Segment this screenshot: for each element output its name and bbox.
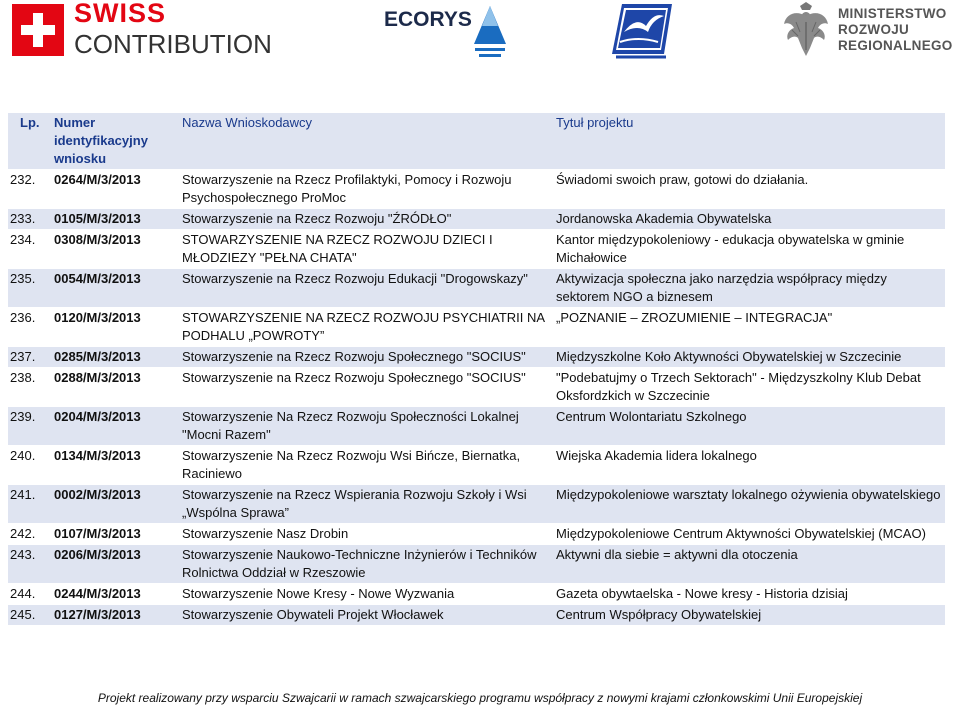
row-lp: 238. bbox=[10, 370, 36, 385]
row-lp: 241. bbox=[10, 487, 36, 502]
row-project-title: Kantor międzypokoleniowy - edukacja obywatelska w gminie Michałowice bbox=[556, 232, 905, 265]
table-row bbox=[8, 170, 945, 209]
row-lp: 234. bbox=[10, 232, 36, 247]
table-row bbox=[8, 605, 945, 626]
row-project-title: Centrum Wolontariatu Szkolnego bbox=[556, 409, 747, 424]
ecorys-logo-text: ECORYS bbox=[384, 8, 472, 31]
seagull-emblem-icon bbox=[608, 2, 678, 60]
footer-note: Projekt realizowany przy wsparciu Szwajcarii w ramach szwajcarskiego programu współpracy z nowymi krajami członkowskimi Unii Europejskiej bbox=[97, 691, 863, 705]
header-logos bbox=[0, 0, 960, 70]
row-applicant-name: Stowarzyszenie na Rzecz Wspierania Rozwoju Szkoły i Wsi „Wspólna Sprawa” bbox=[182, 487, 527, 520]
row-project-title: Międzypokoleniowe Centrum Aktywności Obywatelskiej (MCAO) bbox=[556, 526, 926, 541]
row-project-title: Aktywizacja społeczna jako narzędzia współpracy między sektorem NGO a biznesem bbox=[556, 271, 887, 304]
table-header-row bbox=[8, 113, 945, 170]
ecorys-triangle-icon bbox=[472, 4, 508, 60]
ministry-line1: MINISTERSTWO bbox=[838, 6, 947, 21]
row-applicant-name: Stowarzyszenie na Rzecz Rozwoju Społecznego "SOCIUS" bbox=[182, 370, 526, 385]
row-number: 0308/M/3/2013 bbox=[54, 232, 141, 247]
row-project-title: "Podebatujmy o Trzech Sektorach" - Międzyszkolny Klub Debat Oksfordzkich w Szczecinie bbox=[556, 370, 921, 403]
row-project-title: Jordanowska Akademia Obywatelska bbox=[556, 211, 772, 226]
row-number: 0134/M/3/2013 bbox=[54, 448, 141, 463]
row-lp: 244. bbox=[10, 586, 36, 601]
table-row bbox=[8, 545, 945, 584]
row-lp: 239. bbox=[10, 409, 36, 424]
row-project-title: Aktywni dla siebie = aktywni dla otoczenia bbox=[556, 547, 798, 562]
row-project-title: „POZNANIE – ZROZUMIENIE – INTEGRACJA" bbox=[556, 310, 833, 325]
header-lp: Lp. bbox=[20, 115, 40, 130]
swiss-flag-icon bbox=[12, 4, 64, 56]
row-number: 0107/M/3/2013 bbox=[54, 526, 141, 541]
row-project-title: Centrum Współpracy Obywatelskiej bbox=[556, 607, 762, 622]
row-applicant-name: STOWARZYSZENIE NA RZECZ ROZWOJU DZIECI I MŁODZIEZY "PEŁNA CHATA" bbox=[182, 232, 493, 265]
row-applicant-name: Stowarzyszenie Na Rzecz Rozwoju Społeczności Lokalnej "Mocni Razem" bbox=[182, 409, 519, 442]
swiss-contribution-logo bbox=[10, 2, 280, 58]
row-number: 0002/M/3/2013 bbox=[54, 487, 141, 502]
row-number: 0127/M/3/2013 bbox=[54, 607, 141, 622]
table-row bbox=[8, 347, 945, 368]
row-project-title: Wiejska Akademia lidera lokalnego bbox=[556, 448, 757, 463]
row-project-title: Gazeta obywtaelska - Nowe kresy - Historia dzisiaj bbox=[556, 586, 848, 601]
row-number: 0206/M/3/2013 bbox=[54, 547, 141, 562]
table-row bbox=[8, 407, 945, 446]
table-row bbox=[8, 485, 945, 524]
row-applicant-name: Stowarzyszenie na Rzecz Profilaktyki, Pomocy i Rozwoju Psychospołecznego ProMoc bbox=[182, 172, 512, 205]
header-number: Numer identyfikacyjny wniosku bbox=[54, 115, 148, 166]
table-row bbox=[8, 308, 945, 347]
row-lp: 245. bbox=[10, 607, 36, 622]
row-lp: 233. bbox=[10, 211, 36, 226]
row-applicant-name: STOWARZYSZENIE NA RZECZ ROZWOJU PSYCHIATRII NA PODHALU „POWROTY” bbox=[182, 310, 545, 343]
row-applicant-name: Stowarzyszenie Na Rzecz Rozwoju Wsi Bińcze, Biernatka, Raciniewo bbox=[182, 448, 521, 481]
table-row bbox=[8, 230, 945, 269]
projects-table bbox=[8, 113, 945, 626]
ministerstwo-logo bbox=[782, 2, 960, 60]
row-lp: 235. bbox=[10, 271, 36, 286]
eagle-emblem-icon bbox=[782, 2, 830, 58]
table-row bbox=[8, 269, 945, 308]
row-lp: 236. bbox=[10, 310, 36, 325]
swiss-logo-line2: CONTRIBUTION bbox=[74, 29, 272, 59]
row-applicant-name: Stowarzyszenie Naukowo-Techniczne Inżynierów i Techników Rolnictwa Oddział w Rzeszowie bbox=[182, 547, 537, 580]
row-applicant-name: Stowarzyszenie na Rzecz Rozwoju Edukacji "Drogowskazy" bbox=[182, 271, 528, 286]
table-row bbox=[8, 368, 945, 407]
ministry-line2: ROZWOJU bbox=[838, 22, 910, 37]
table-row bbox=[8, 446, 945, 485]
row-applicant-name: Stowarzyszenie na Rzecz Rozwoju Społecznego "SOCIUS" bbox=[182, 349, 526, 364]
row-project-title: Świadomi swoich praw, gotowi do działania. bbox=[556, 172, 809, 187]
row-number: 0054/M/3/2013 bbox=[54, 271, 141, 286]
row-number: 0204/M/3/2013 bbox=[54, 409, 141, 424]
row-lp: 243. bbox=[10, 547, 36, 562]
table-row bbox=[8, 524, 945, 545]
row-number: 0120/M/3/2013 bbox=[54, 310, 141, 325]
row-number: 0244/M/3/2013 bbox=[54, 586, 141, 601]
table-row bbox=[8, 584, 945, 605]
row-applicant-name: Stowarzyszenie na Rzecz Rozwoju "ŹRÓDŁO" bbox=[182, 211, 452, 226]
row-project-title: Międzyszkolne Koło Aktywności Obywatelskiej w Szczecinie bbox=[556, 349, 902, 364]
header-title: Tytuł projektu bbox=[556, 115, 634, 130]
row-number: 0105/M/3/2013 bbox=[54, 211, 141, 226]
row-lp: 232. bbox=[10, 172, 36, 187]
table-row bbox=[8, 209, 945, 230]
row-lp: 242. bbox=[10, 526, 36, 541]
row-applicant-name: Stowarzyszenie Nowe Kresy - Nowe Wyzwania bbox=[182, 586, 455, 601]
euroregion-baltyk-logo bbox=[608, 2, 678, 60]
row-lp: 240. bbox=[10, 448, 36, 463]
header-name: Nazwa Wnioskodawcy bbox=[182, 115, 313, 130]
row-applicant-name: Stowarzyszenie Obywateli Projekt Włocławek bbox=[182, 607, 444, 622]
swiss-logo-line1: SWISS bbox=[74, 0, 167, 28]
row-project-title: Międzypokoleniowe warsztaty lokalnego ożywienia obywatelskiego bbox=[556, 487, 941, 502]
row-lp: 237. bbox=[10, 349, 36, 364]
row-applicant-name: Stowarzyszenie Nasz Drobin bbox=[182, 526, 349, 541]
row-number: 0285/M/3/2013 bbox=[54, 349, 141, 364]
ecorys-logo bbox=[384, 4, 509, 60]
ministry-line3: REGIONALNEGO bbox=[838, 38, 953, 53]
row-number: 0288/M/3/2013 bbox=[54, 370, 141, 385]
row-number: 0264/M/3/2013 bbox=[54, 172, 141, 187]
